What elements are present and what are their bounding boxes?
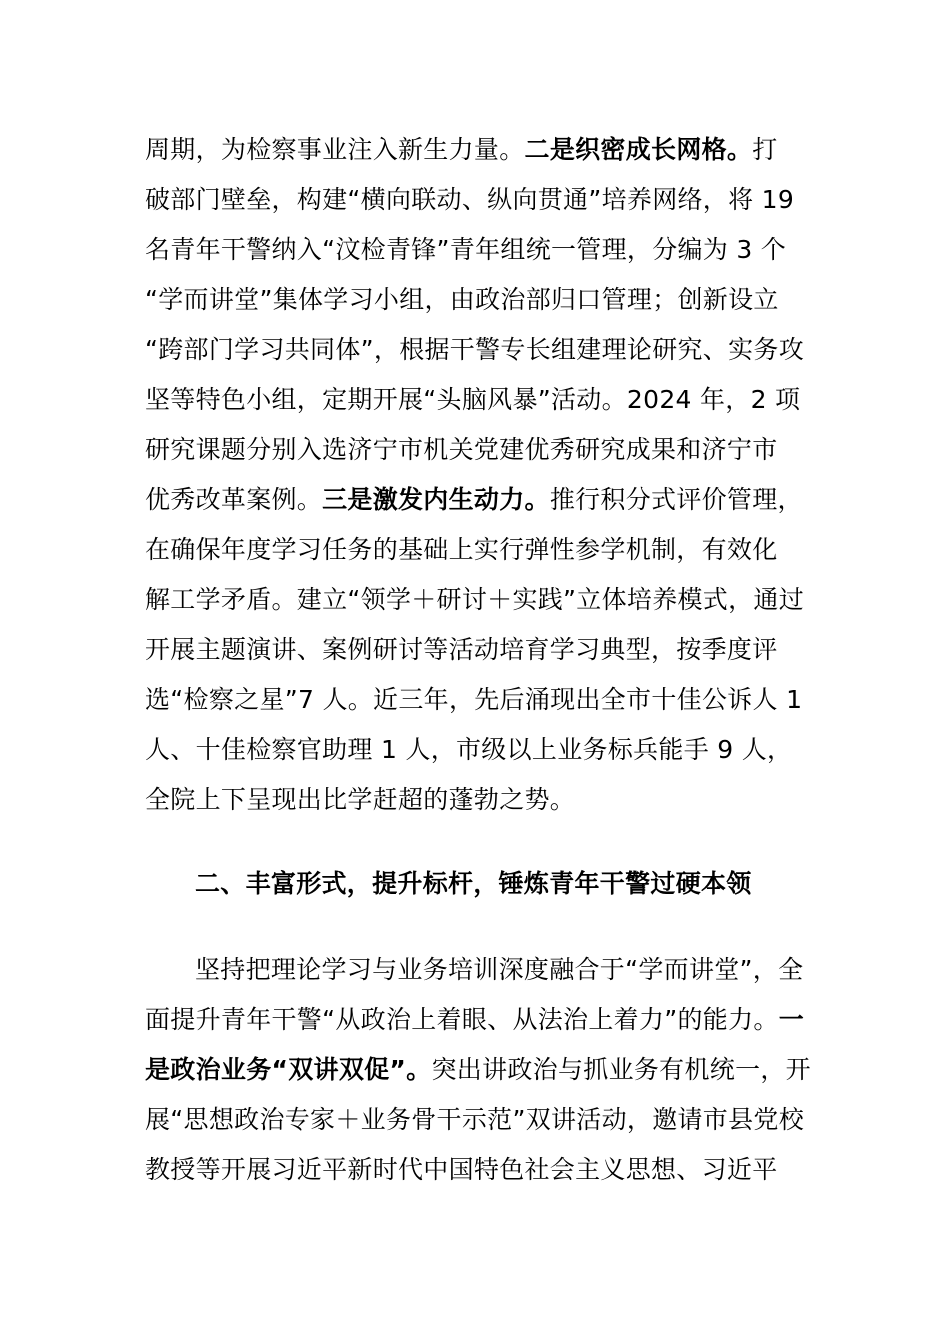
paragraph1-line-4: “学而讲堂”集体学习小组，由政治部归口管理；创新设立 <box>145 285 779 314</box>
section-heading: 二、丰富形式，提升标杆，锤炼青年干警过硬本领 <box>195 869 752 898</box>
paragraph1-line-6: 坚等特色小组，定期开展“头脑风暴”活动。2024 年，2 项 <box>145 385 801 414</box>
paragraph2-line-4: 展“思想政治专家＋业务骨干示范”双讲活动，邀请市县党校 <box>145 1105 805 1134</box>
paragraph2-line-1: 坚持把理论学习与业务培训深度融合于“学而讲堂”，全 <box>195 955 804 984</box>
paragraph1-line-9: 在确保年度学习任务的基础上实行弹性参学机制，有效化 <box>145 535 778 564</box>
paragraph1-line-11: 开展主题演讲、案例研讨等活动培育学习典型，按季度评 <box>145 635 778 664</box>
paragraph1-line-5: “跨部门学习共同体”，根据干警专长组建理论研究、实务攻 <box>145 335 805 364</box>
paragraph1-line-7: 研究课题分别入选济宁市机关党建优秀研究成果和济宁市 <box>145 435 778 464</box>
paragraph1-line-14: 全院上下呈现出比学赶超的蓬勃之势。 <box>145 785 576 814</box>
paragraph1-line-13: 人、十佳检察官助理 1 人，市级以上业务标兵能手 9 人， <box>145 735 793 764</box>
paragraph1-line-12: 选“检察之星”7 人。近三年，先后涌现出全市十佳公诉人 1 <box>145 685 803 714</box>
paragraph1-line-8: 优秀改革案例。三是激发内生动力。推行积分式评价管理， <box>145 485 803 514</box>
paragraph1-line-1: 周期，为检察事业注入新生力量。二是织密成长网格。打 <box>145 135 778 164</box>
paragraph1-line-10: 解工学矛盾。建立“领学＋研讨＋实践”立体培养模式，通过 <box>145 585 805 614</box>
paragraph1-line-2: 破部门壁垒，构建“横向联动、纵向贯通”培养网络，将 19 <box>145 185 795 214</box>
paragraph2-line-3: 是政治业务“双讲双促”。突出讲政治与抓业务有机统一，开 <box>145 1055 811 1084</box>
paragraph1-line-3: 名青年干警纳入“汶检青锋”青年组统一管理，分编为 3 个 <box>145 235 787 264</box>
paragraph2-line-2: 面提升青年干警“从政治上着眼、从法治上着力”的能力。一 <box>145 1005 805 1034</box>
paragraph2-line-5: 教授等开展习近平新时代中国特色社会主义思想、习近平 <box>145 1155 778 1184</box>
